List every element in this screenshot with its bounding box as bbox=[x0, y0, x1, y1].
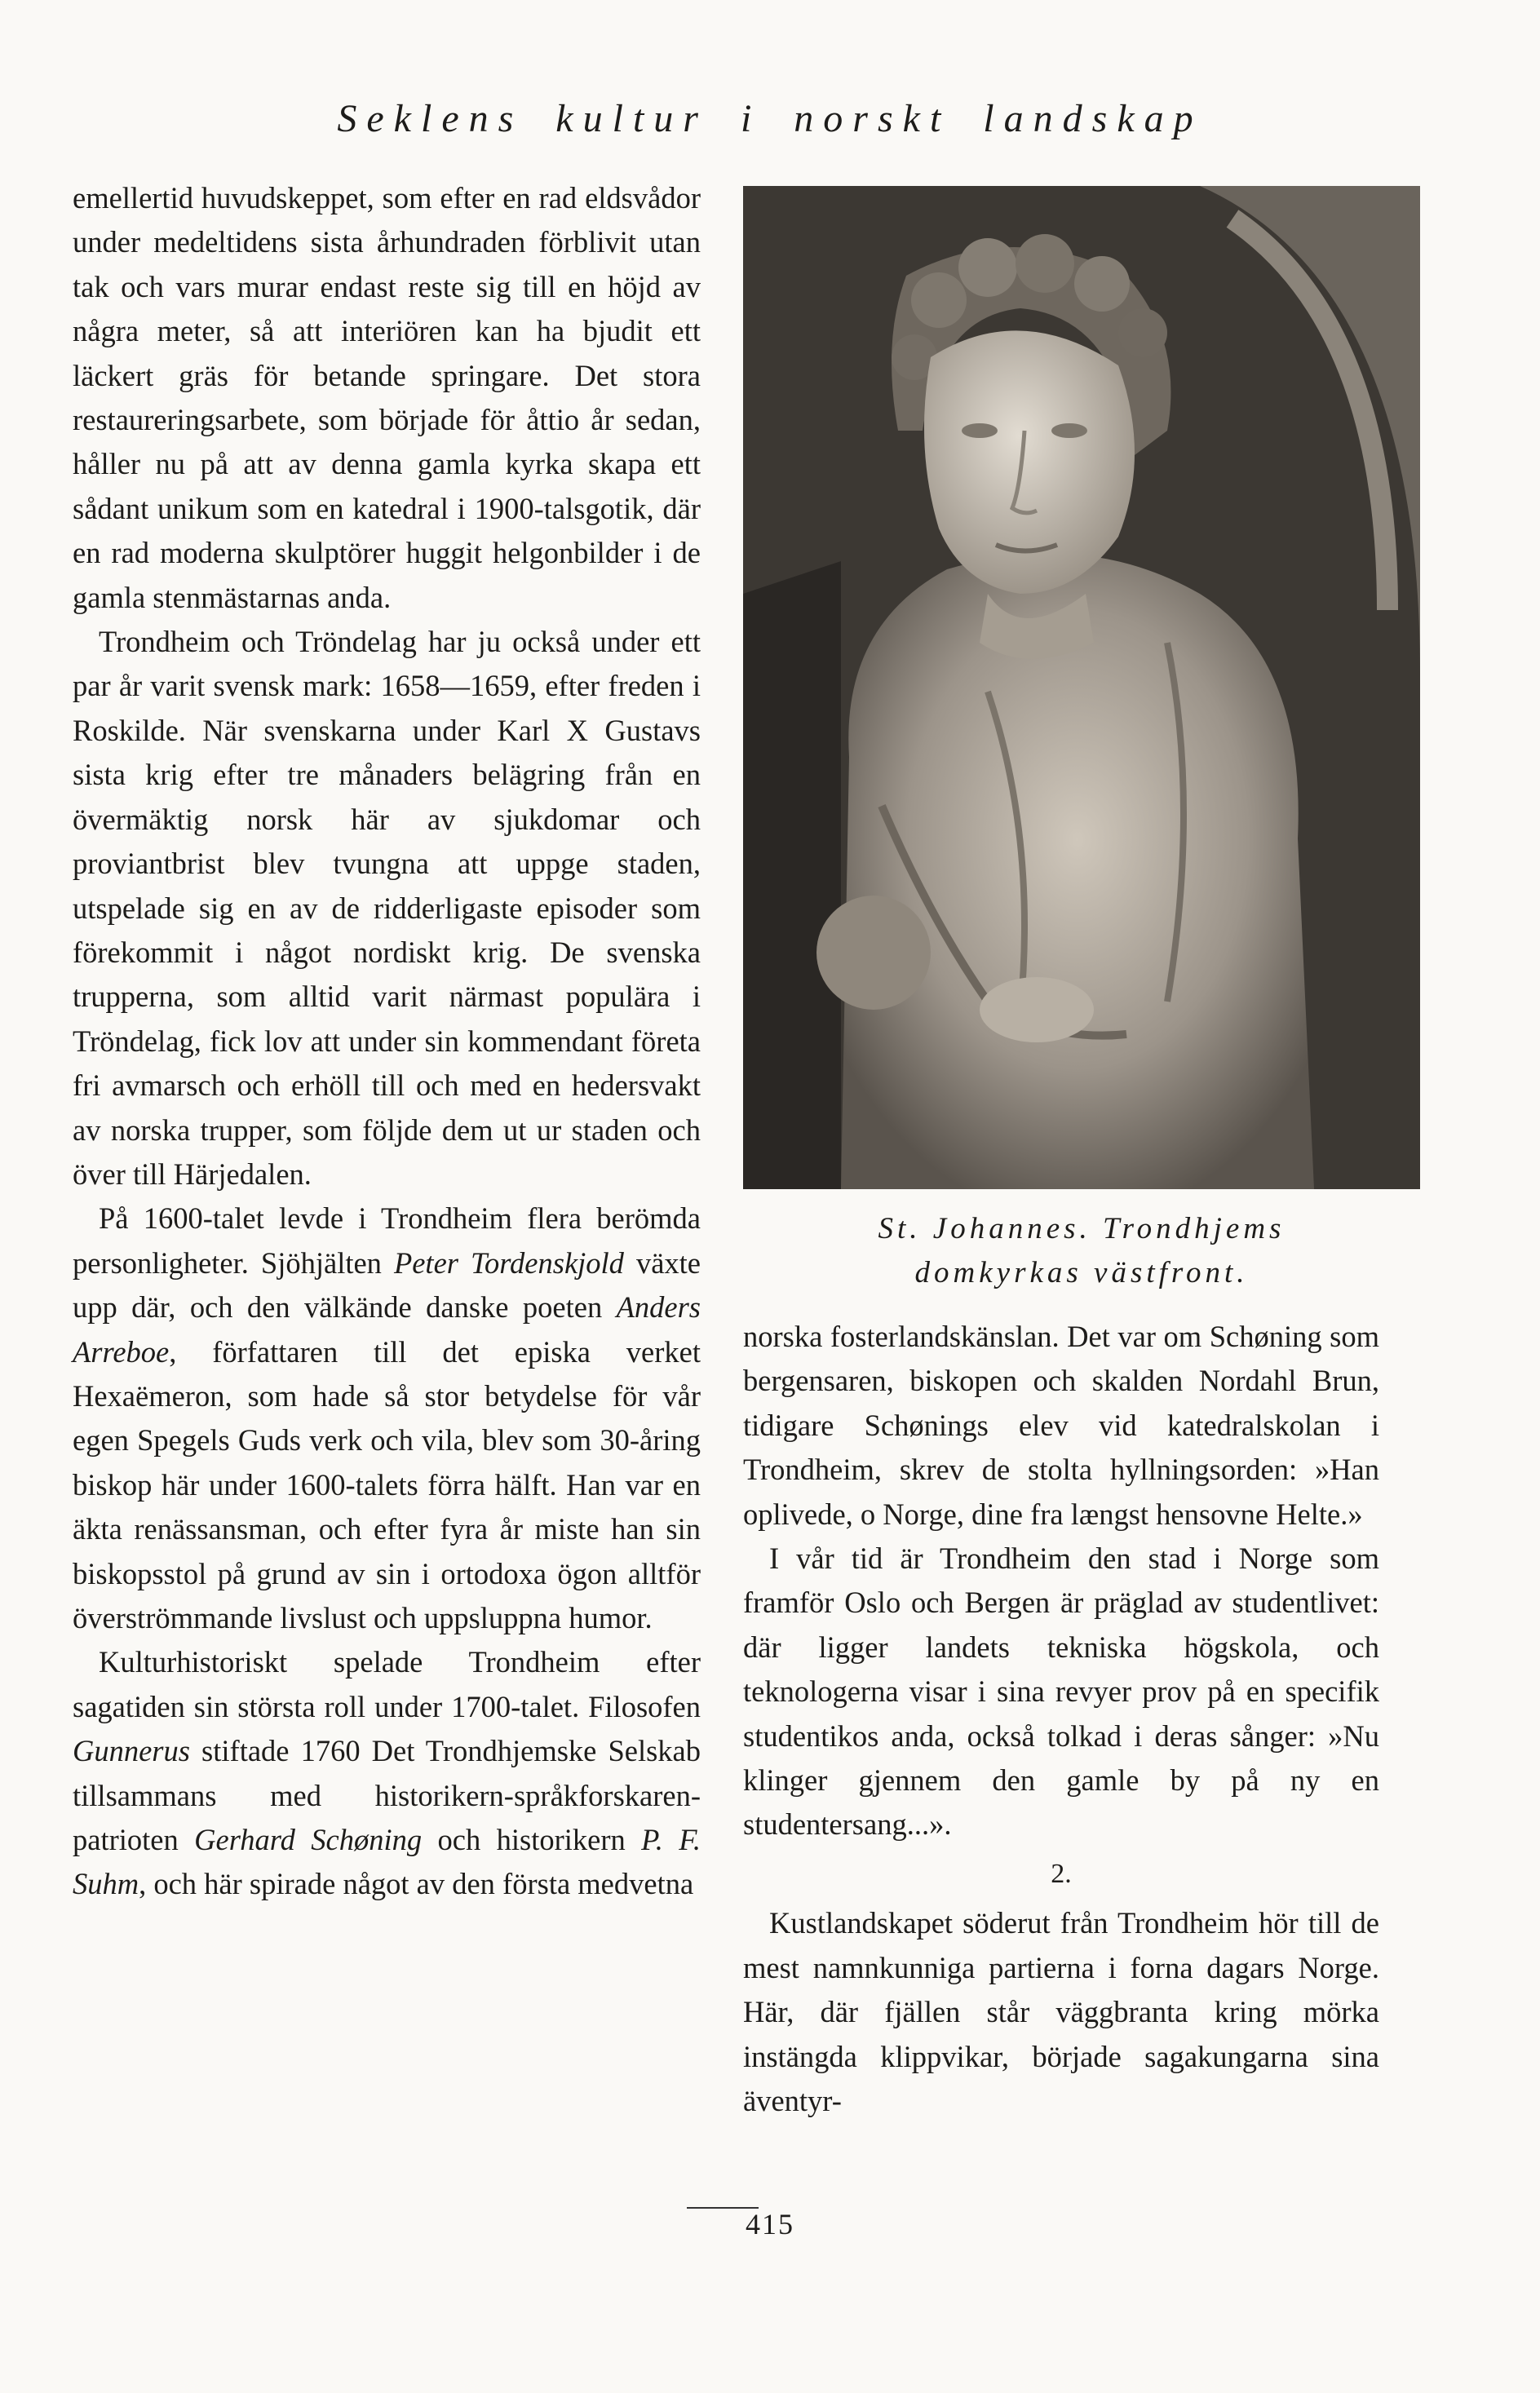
running-header: Seklens kultur i norskt landskap bbox=[337, 97, 1203, 140]
paragraph: Trondheim och Tröndelag har ju också under ett par år varit svensk mark: 1658—1659, efter freden i Roskilde. När svenskarna under Karl X Gustavs sista krig efter tre månaders belägring från en övermäktig norsk här av sjukdomar och proviantbrist blev tvungna att uppge staden, utspelade sig en av de ridderligaste episoder som förekommit i något nordiskt krig. De svenska trupperna, som alltid varit närmast populära i Tröndelag, fick lov att under sin kommendant företa fri avmarsch och erhöll till och med en hedersvakt av norska trupper, som följde dem ut ur staden och över till Härjedalen. bbox=[73, 625, 701, 1191]
text-run: stiftade 1760 Det Trondhjemske Selskab tillsammans med historikern-språkforskaren-patrioten bbox=[73, 1734, 701, 1857]
page-number: 415 bbox=[746, 2208, 794, 2240]
left-text-column bbox=[73, 176, 701, 1907]
paragraph: emellertid huvudskeppet, som efter en rad eldsvådor under medeltidens sista århundraden förblivit utan tak och vars murar endast reste sig till en höjd av några meter, så att interiören kan ha bjudit ett läckert gräs för betande springare. Det stora restaureringsarbete, som började för åttio år sedan, håller nu på att av denna gamla kyrka skapa ett sådant unikum som en katedral i 1900-talsgotik, där en rad moderna skulptörer huggit helgonbilder i de gamla stenmästarnas anda. bbox=[73, 181, 701, 614]
statue-illustration bbox=[743, 186, 1420, 1189]
paragraph: norska fosterlandskänslan. Det var om Schøning som bergensaren, biskopen och skalden Nordahl Brun, tidigare Schønings elev vid katedralskolan i Trondheim, skrev de stolta hyllningsorden: »Han oplivede, o Norge, dine fra længst hensovne Helte.» bbox=[743, 1320, 1379, 1531]
text-run: och historikern bbox=[422, 1823, 642, 1857]
caption-line: domkyrkas västfront. bbox=[914, 1256, 1249, 1289]
person-name: P. F. Suhm bbox=[73, 1823, 701, 1901]
paragraph: I vår tid är Trondheim den stad i Norge som framför Oslo och Bergen är präglad av studentlivet: där ligger landets tekniska högskola, och teknologerna visar i sina revyer prov på en specifik studentikos anda, också tolkad i deras sånger: »Nu klinger gjennem den gamle by på ny en studentersang...». bbox=[743, 1542, 1379, 1842]
text-run: På 1600-talet levde i Trondheim flera berömda personligheter. Sjöhjälten bbox=[73, 1201, 701, 1280]
person-name: Gunnerus bbox=[73, 1734, 190, 1768]
figure-caption bbox=[743, 1207, 1420, 1295]
person-name: Peter Tordenskjold bbox=[393, 1245, 624, 1280]
text-run: Kulturhistoriskt spelade Trondheim efter sagatiden sin största roll under 1700-talet. Filosofen bbox=[73, 1645, 701, 1723]
text-run: , författaren till det episka verket Hexaëmeron, som hade så stor betydelse för vår egen Spegels Guds verk och vila, blev som 30-åring biskop här under 1600-talets förra hälft. Han var en äkta renässansman, och efter fyra år miste han sin biskopsstol på grund av sin i ortodoxa ögon alltför överströmmande livslust och uppsluppna humor. bbox=[73, 1334, 701, 1634]
right-text-column bbox=[743, 1315, 1379, 2123]
paragraph bbox=[73, 1196, 701, 1640]
statue-photograph bbox=[743, 186, 1420, 1189]
paragraph bbox=[73, 1640, 701, 1906]
text-run: , och här spirade något av den första medvetna bbox=[139, 1867, 694, 1901]
person-name: Gerhard Schøning bbox=[194, 1823, 423, 1857]
section-number: 2. bbox=[1051, 1858, 1072, 1889]
caption-line: St. Johannes. Trondhjems bbox=[878, 1212, 1286, 1245]
person-name: Anders Arreboe bbox=[73, 1290, 701, 1369]
text-run: växte upp där, och den välkände danske poeten bbox=[73, 1245, 701, 1325]
paragraph: Kustlandskapet söderut från Trondheim hör till de mest namnkunniga partierna i forna dagars Norge. Här, där fjällen står väggbranta kring mörka instängda klippvikar, började sagakungarna sina äventyr- bbox=[743, 1906, 1379, 2117]
